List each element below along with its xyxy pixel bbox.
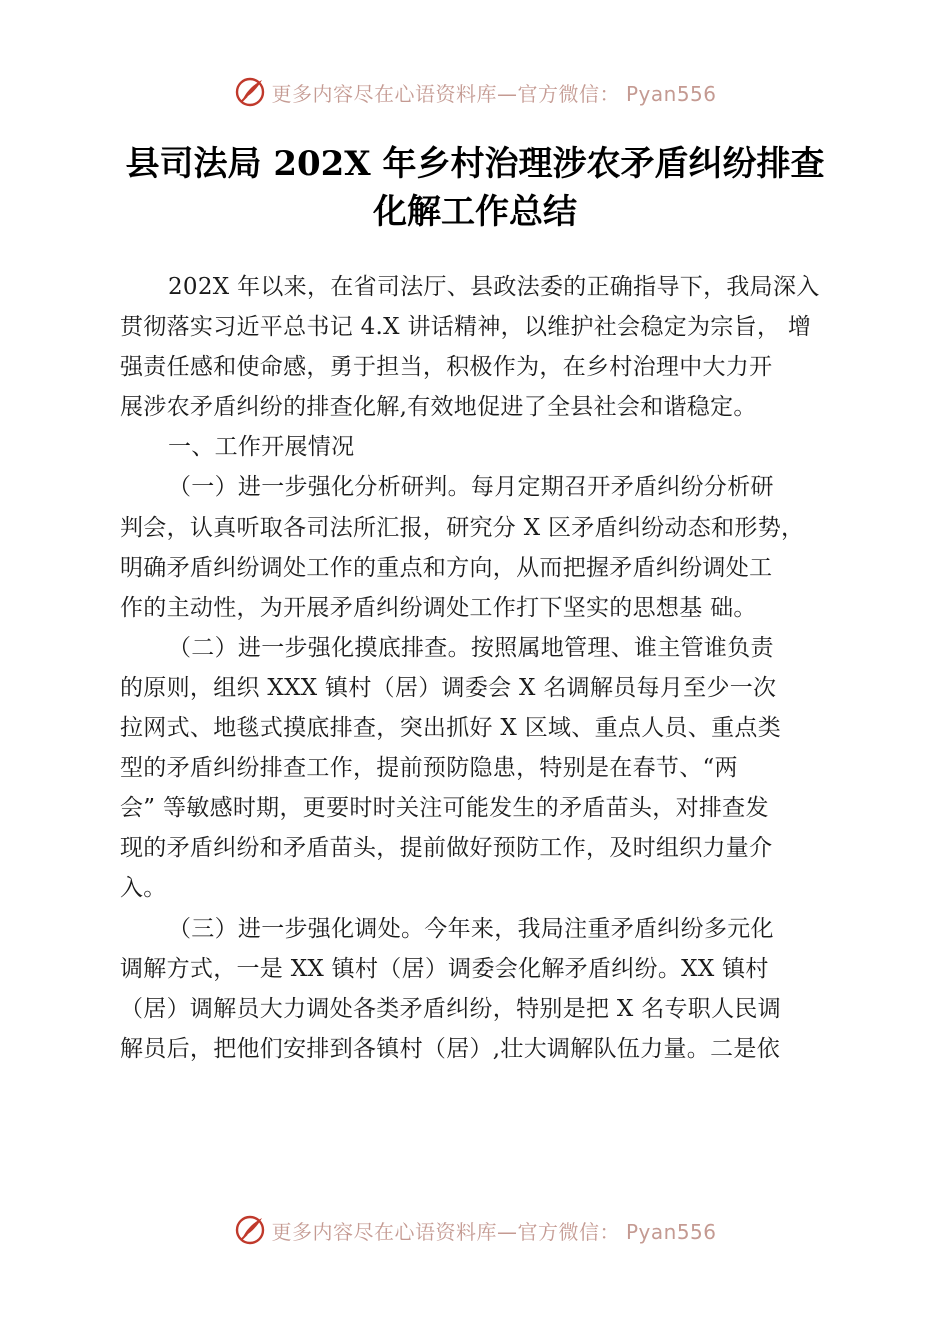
body-line: 的原则，组织 XXX 镇村（居）调委会 X 名调解员每月至少一次 [120,674,777,701]
watermark-id: Pyan556 [625,81,717,106]
document-title-line-2: 化解工作总结 [373,192,577,232]
body-line: （居）调解员大力调处各类矛盾纠纷，特别是把 X 名专职人民调 [120,995,781,1022]
body-line: 贯彻落实习近平总书记 4.X 讲话精神，以维护社会稳定为宗旨， 增 [120,314,812,341]
body-line: （一）进一步强化分析研判。每月定期召开矛盾纠纷分析研 [168,474,774,501]
body-line: 强责任感和使命感，勇于担当，积极作为，在乡村治理中大力开 [120,354,773,381]
body-line: 展涉农矛盾纠纷的排查化解,有效地促进了全县社会和谐稳定。 [120,394,757,421]
body-line: 调解方式，一是 XX 镇村（居）调委会化解矛盾纠纷。XX 镇村 [120,955,769,982]
body-line: 拉网式、地毯式摸底排查，突出抓好 X 区域、重点人员、重点类 [120,715,781,742]
watermark-label: 更多内容尽在心语资料库—官方微信： [271,81,620,106]
body-line: 入。 [120,875,167,902]
body-line: 202X 年以来，在省司法厅、县政法委的正确指导下，我局深入 [168,274,820,300]
body-line: 解员后，把他们安排到各镇村（居）,壮大调解队伍力量。二是依 [120,1035,781,1062]
watermark-text [271,1216,716,1245]
body-line: 明确矛盾纠纷调处工作的重点和方向，从而把握矛盾纠纷调处工 [120,554,773,581]
body-line: 判会，认真听取各司法所汇报，研究分 X 区矛盾纠纷动态和形势， [120,514,805,541]
body-line: 作的主动性，为开展矛盾纠纷调处工作打下坚实的思想基 础。 [120,594,757,621]
quill-logo-icon [233,1213,267,1247]
document-title-line-1: 县司法局 202X 年乡村治理涉农矛盾纠纷排查 [125,144,825,184]
watermark-label: 更多内容尽在心语资料库—官方微信： [271,1219,620,1244]
quill-logo-icon [233,75,267,109]
body-line: 会” 等敏感时期，更要时时关注可能发生的矛盾苗头，对排查发 [120,795,769,822]
body-line: 型的矛盾纠纷排查工作，提前预防隐患，特别是在春节、“两 [120,755,738,782]
document-body [120,267,850,1069]
body-line: 现的矛盾纠纷和矛盾苗头，提前做好预防工作，及时组织力量介 [120,835,773,862]
body-line: （二）进一步强化摸底排查。按照属地管理、谁主管谁负责 [168,634,774,661]
watermark-footer [0,1210,950,1250]
body-line: （三）进一步强化调处。今年来，我局注重矛盾纠纷多元化 [168,915,774,942]
body-line: 一、工作开展情况 [168,434,355,461]
watermark-text [271,78,716,107]
watermark-header [0,72,950,112]
watermark-id: Pyan556 [625,1219,717,1244]
